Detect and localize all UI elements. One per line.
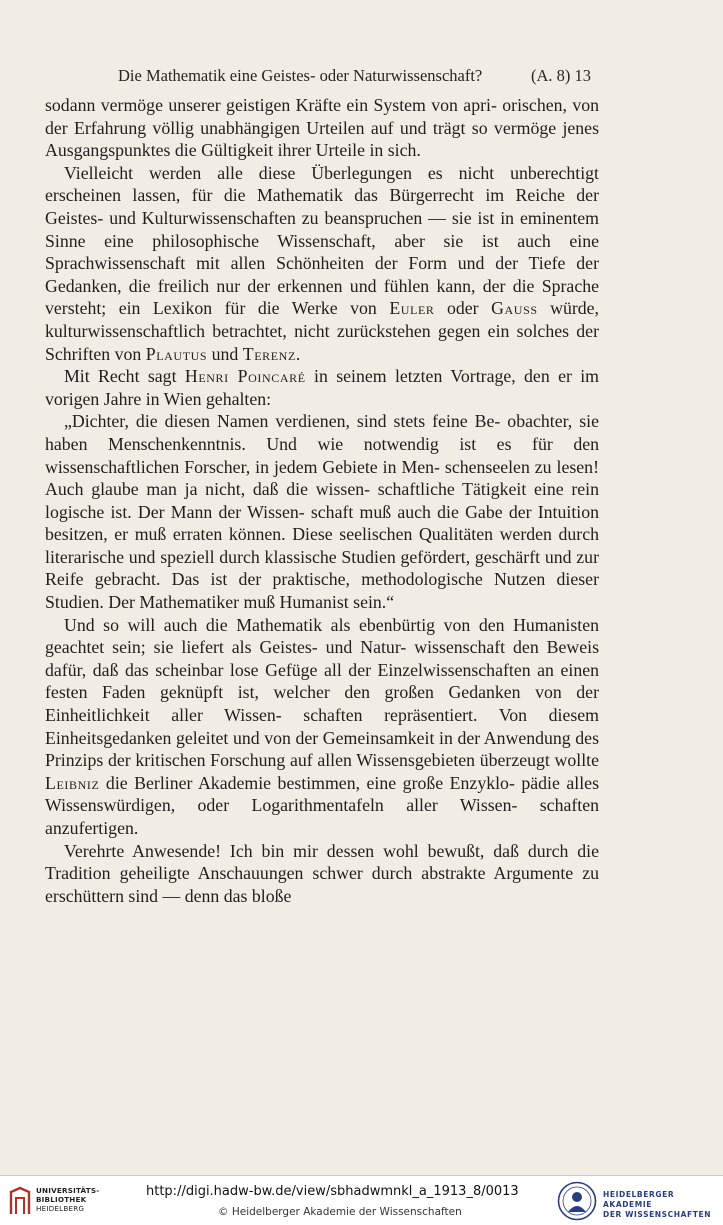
library-logo-icon	[8, 1186, 32, 1216]
paragraph-2-text: und	[211, 343, 239, 364]
footer-bar	[0, 1175, 723, 1225]
running-head-title: Die Mathematik eine Geistes- oder Naturwissenschaft?	[118, 66, 483, 85]
permalink-url[interactable]: http://digi.hadw-bw.de/view/sbhadwmnkl_a_1913_8/0013	[146, 1184, 519, 1199]
copyright-notice: © Heidelberger Akademie der Wissenschaften	[218, 1206, 462, 1218]
page-number: (A. 8) 13	[531, 66, 592, 85]
name-terenz: Terenz	[242, 343, 296, 364]
name-euler: Euler	[389, 298, 435, 319]
quotation-text: „Dichter, die diesen Namen verdienen, sind stets feine Be- obachter, sie haben Menschenkenntnis. Und wie notwendig ist es für den wissenschaftlichen Forscher, in jedem Gebiete in Men- schenseelen zu lesen! Auch glaube man ja nicht, daß die wissen- schaftliche Tätigkeit eine rein logische ist. Der Mann der Wissen- schaft muß auch die Gabe der Intuition besitzen, er muß erraten können. Diese seelischen Qualitäten werden durch literarische und speziell durch klassische Studien gefördert, geschärft und zur Reife gebracht. Das ist der praktische, methodologische Nutzen dieser Studien. Der Mathematiker muß Humanist sein.“	[45, 411, 599, 613]
library-name-line: UNIVERSITÄTS-	[36, 1186, 100, 1195]
name-plautus: Plautus	[145, 343, 208, 364]
library-name	[36, 1186, 99, 1213]
paragraph-2-text: würde, kulturwissenschaftlich betrachtet, nicht zurückstehen gegen ein solches der Schriften von	[45, 298, 599, 364]
paragraph-2-text: oder	[447, 298, 479, 319]
library-name-line: HEIDELBERG	[36, 1204, 85, 1213]
paragraph-6-text: Verehrte Anwesende! Ich bin mir dessen wohl bewußt, daß durch die Tradition geheiligte Anschauungen schwer durch abstrakte Argumente zu erschüttern sind — denn das bloße	[45, 840, 599, 906]
academy-name-line: DER WISSENSCHAFTEN	[603, 1210, 712, 1219]
paragraph-5-text: Und so will auch die Mathematik als ebenbürtig von den Humanisten geachtet sein; sie liefert als Geistes- und Natur- wissenschaft den Beweis dafür, daß das scheinbar lose Gefüge all der Einzelwissenschaften an einen festen Faden geknüpft ist, welcher den großen Gedanken von der Einheitlichkeit aller Wissen- schaften repräsentiert. Von diesem Einheitsgedanken geleitet und von der Gemeinsamkeit in der Anwendung des Prinzips der kritischen Forschung auf allen Wissensgebieten überzeugt wollte	[45, 614, 599, 771]
paragraph-3-text: in seinem letzten Vortrage, den er im vorigen Jahre in Wien gehalten:	[45, 366, 600, 409]
paragraph-6	[45, 840, 599, 908]
paragraph-2-text: .	[295, 343, 301, 364]
academy-name-line: HEIDELBERGER AKADEMIE	[603, 1190, 675, 1209]
paragraph-5	[45, 614, 599, 840]
academy-name	[603, 1190, 723, 1220]
paragraph-2-text: Vielleicht werden alle diese Überlegungen es nicht unberechtigt erscheinen lassen, für die Mathematik das Bürgerrecht im Reiche der Geistes- und Kulturwissenschaften zu beanspruchen — sie ist in eminentem Sinne eine philosophische Wissenschaft, aber sie ist auch eine Sprachwissenschaft mit allen Schönheiten der Form und der Tiefe der Gedanken, die freilich nur der erkennen und fühlen kann, der die Sprache versteht; ein Lexikon für die Werke von	[45, 162, 599, 319]
name-poincare: Henri Poincaré	[184, 366, 306, 387]
library-name-line: BIBLIOTHEK	[36, 1195, 87, 1204]
name-gauss: Gauss	[491, 298, 538, 319]
name-leibniz: Leibniz	[45, 772, 100, 793]
paragraph-3	[45, 365, 599, 410]
paragraph-5-text: die Berliner Akademie bestimmen, eine große Enzyklo- pädie alles Wissenswürdigen, oder Logarithmentafeln aller Wissen- schaften anzufertigen.	[45, 772, 599, 838]
academy-seal-icon	[557, 1181, 597, 1221]
paragraph-1	[45, 94, 599, 162]
paragraph-3-text: Mit Recht sagt	[64, 366, 177, 387]
paragraph-2	[45, 162, 599, 365]
quotation	[45, 410, 599, 613]
body-text	[45, 94, 599, 907]
paragraph-1-text: sodann vermöge unserer geistigen Kräfte ein System von apri- orischen, von der Erfahrung völlig unabhängigen Urteilen auf und trägt so vermöge jenes Ausgangspunktes die Gültigkeit ihrer Urteile in sich.	[45, 95, 599, 161]
